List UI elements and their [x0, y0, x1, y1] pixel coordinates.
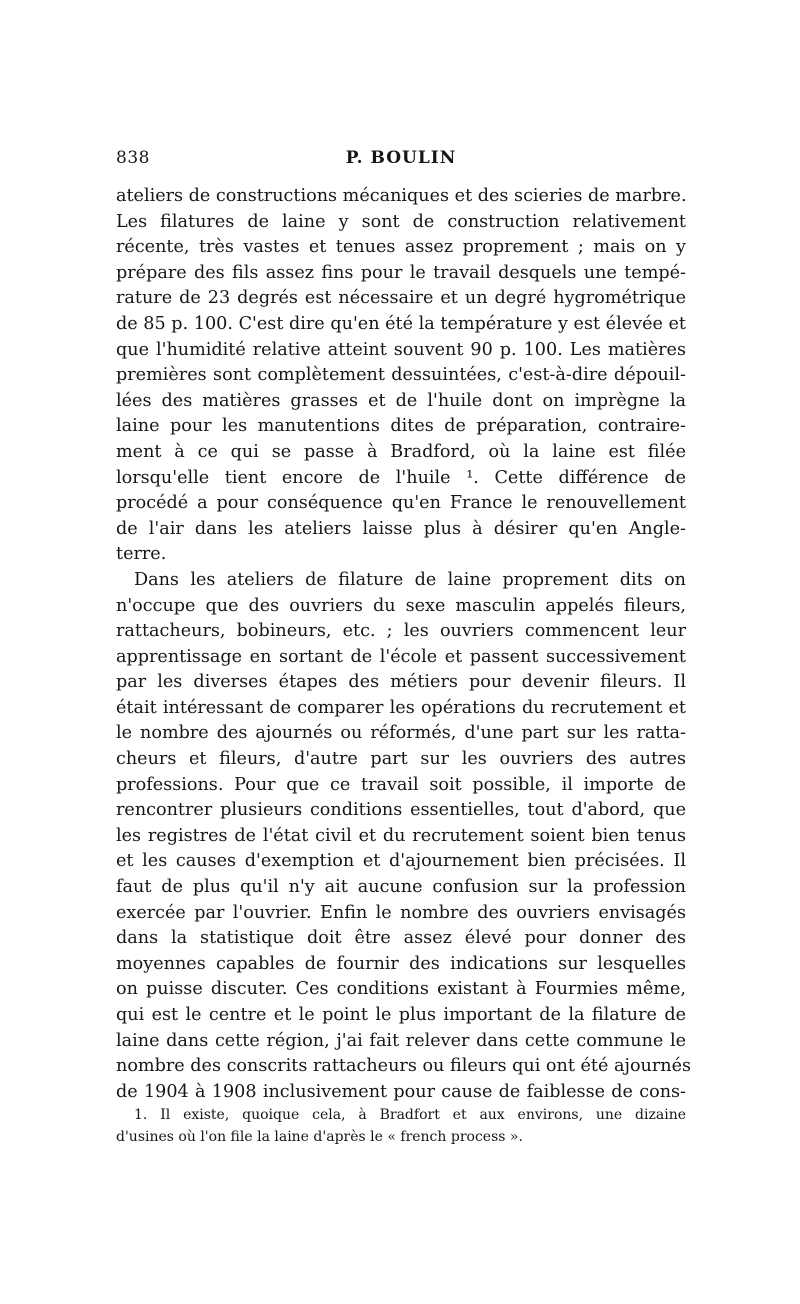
text-line: de 1904 à 1908 inclusivement pour cause de faiblesse de cons- [116, 1081, 686, 1102]
text-line: lées des matières grasses et de l'huile dont on imprègne la [116, 390, 686, 411]
text-line: lorsqu'elle tient encore de l'huile ¹. Cette différence de [116, 467, 686, 488]
text-line: faut de plus qu'il n'y ait aucune confusion sur la profession [116, 877, 686, 898]
text-line: rature de 23 degrés est nécessaire et un degré hygrométrique [116, 288, 686, 309]
text-line: Les filatures de laine y sont de construction relativement [116, 211, 686, 232]
text-line: par les diverses étapes des métiers pour devenir fileurs. Il [116, 672, 686, 693]
text-line: ment à ce qui se passe à Bradford, où la laine est filée [116, 441, 686, 462]
text-line: que l'humidité relative atteint souvent 90 p. 100. Les matières [116, 339, 686, 360]
text-line: dans la statistique doit être assez élevé pour donner des [116, 928, 686, 949]
text-line: professions. Pour que ce travail soit possible, il importe de [116, 774, 686, 795]
text-line: rencontrer plusieurs conditions essentielles, tout d'abord, que [116, 800, 686, 821]
text-line: moyennes capables de fournir des indications sur lesquelles [116, 953, 686, 974]
text-line: ateliers de constructions mécaniques et des scieries de marbre. [116, 186, 687, 206]
paragraph-last-line: terre. [116, 544, 167, 565]
text-line: récente, très vastes et tenues assez proprement ; mais on y [116, 237, 686, 258]
text-line: rattacheurs, bobineurs, etc. ; les ouvriers commencent leur [116, 621, 686, 642]
text-line: apprentissage en sortant de l'école et passent successivement [116, 646, 686, 667]
footnote-line: 1. Il existe, quoique cela, à Bradfort et aux environs, une dizaine [134, 1107, 686, 1123]
page-number: 838 [116, 148, 150, 168]
text-line: n'occupe que des ouvriers du sexe masculin appelés fileurs, [116, 595, 686, 616]
paragraph-first-line: Dans les ateliers de filature de laine proprement dits on [134, 569, 686, 590]
text-line: on puisse discuter. Ces conditions existant à Fourmies même, [116, 979, 686, 1000]
footnote-line: d'usines où l'on file la laine d'après le « french process ». [116, 1129, 523, 1145]
running-head [116, 148, 686, 172]
running-title-author: P. BOULIN [345, 148, 457, 168]
footnote [116, 1104, 686, 1148]
text-line: qui est le centre et le point le plus important de la filature de [116, 1005, 686, 1025]
text-line: les registres de l'état civil et du recrutement soient bien tenus [116, 825, 686, 846]
body-text [116, 184, 692, 1105]
text-line: et les causes d'exemption et d'ajournement bien précisées. Il [116, 851, 686, 872]
text-line: le nombre des ajournés ou réformés, d'une part sur les ratta- [116, 723, 686, 744]
text-line: de l'air dans les ateliers laisse plus à désirer qu'en Angle- [116, 518, 686, 539]
text-line: procédé a pour conséquence qu'en France le renouvellement [116, 493, 686, 514]
text-line: exercée par l'ouvrier. Enfin le nombre des ouvriers envisagés [116, 902, 686, 923]
text-line: était intéressant de comparer les opérations du recrutement et [116, 697, 686, 718]
text-line: premières sont complètement dessuintées, c'est-à-dire dépouil- [116, 365, 686, 386]
text-line: prépare des fils assez fins pour le travail desquels une tempé- [116, 262, 686, 283]
text-line: de 85 p. 100. C'est dire qu'en été la température y est élevée et [116, 313, 686, 334]
text-line: laine dans cette région, j'ai fait relever dans cette commune le [116, 1030, 686, 1051]
text-line: cheurs et fileurs, d'autre part sur les ouvriers des autres [116, 749, 686, 770]
text-line: nombre des conscrits rattacheurs ou fileurs qui ont été ajournés [116, 1056, 692, 1077]
text-line: laine pour les manutentions dites de préparation, contraire- [116, 416, 686, 437]
